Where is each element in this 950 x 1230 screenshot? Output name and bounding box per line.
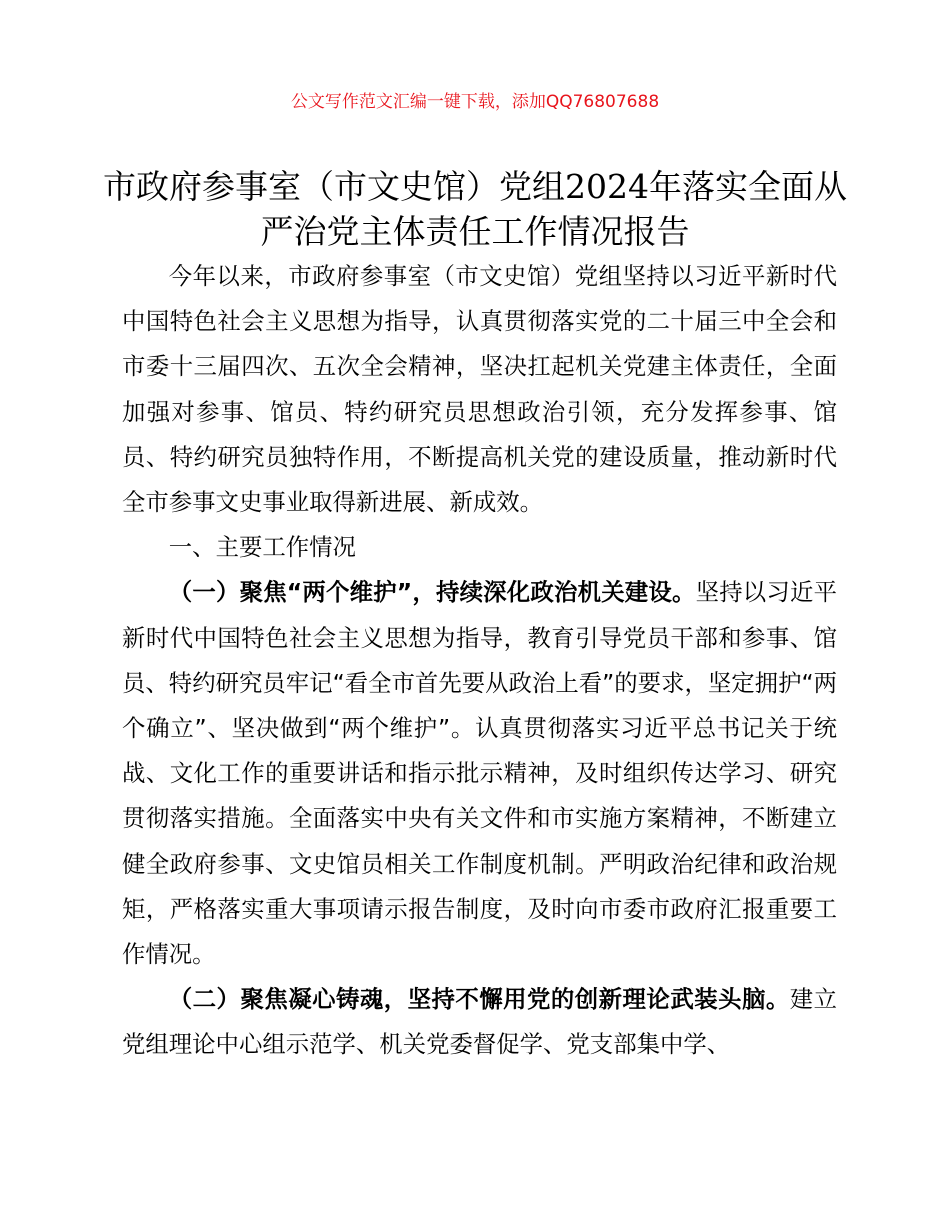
document-body: [122, 254, 837, 1068]
subsection-paragraph-2: [122, 977, 837, 1067]
intro-paragraph: 今年以来，市政府参事室（市文史馆）党组坚持以习近平新时代中国特色社会主义思想为指导，认真贯彻落实党的二十届三中全会和市委十三届四次、五次全会精神，坚决扛起机关党建主体责任，全面加强对参事、馆员、特约研究员思想政治引领，充分发挥参事、馆员、特约研究员独特作用，不断提高机关党的建设质量，推动新时代全市参事文史事业取得新进展、新成效。: [122, 262, 837, 517]
download-banner-text: 公文写作范文汇编一键下载，添加QQ76807688: [290, 92, 660, 112]
subsection-heading-2: （二）聚焦凝心铸魂，坚持不懈用党的创新理论武装头脑。: [168, 985, 790, 1014]
subsection-text-2: 建立党组理论中心组示范学、机关党委督促学、党支部集中学、: [122, 985, 838, 1059]
subsection-text-1: 坚持以习近平新时代中国特色社会主义思想为指导，教育引导党员干部和参事、馆员、特约研究员牢记“看全市首先要从政治上看”的要求，坚定拥护“两个确立”、坚决做到“两个维护”。认真贯彻落实习近平总书记关于统战、文化工作的重要讲话和指示批示精神，及时组织传达学习、研究贯彻落实措施。全面落实中央有关文件和市实施方案精神，不断建立健全政府参事、文史馆员相关工作制度机制。严明政治纪律和政治规矩，严格落实重大事项请示报告制度，及时向市委市政府汇报重要工作情况。: [122, 578, 838, 969]
subsection-heading-1: （一）聚焦“两个维护”，持续深化政治机关建设。: [168, 578, 696, 607]
section-heading-main-work: 一、主要工作情况: [168, 533, 356, 562]
document-title: 市政府参事室（市文史馆）党组2024年落实全面从严治党主体责任工作情况报告: [103, 167, 847, 251]
subsection-paragraph-1: [122, 570, 837, 977]
